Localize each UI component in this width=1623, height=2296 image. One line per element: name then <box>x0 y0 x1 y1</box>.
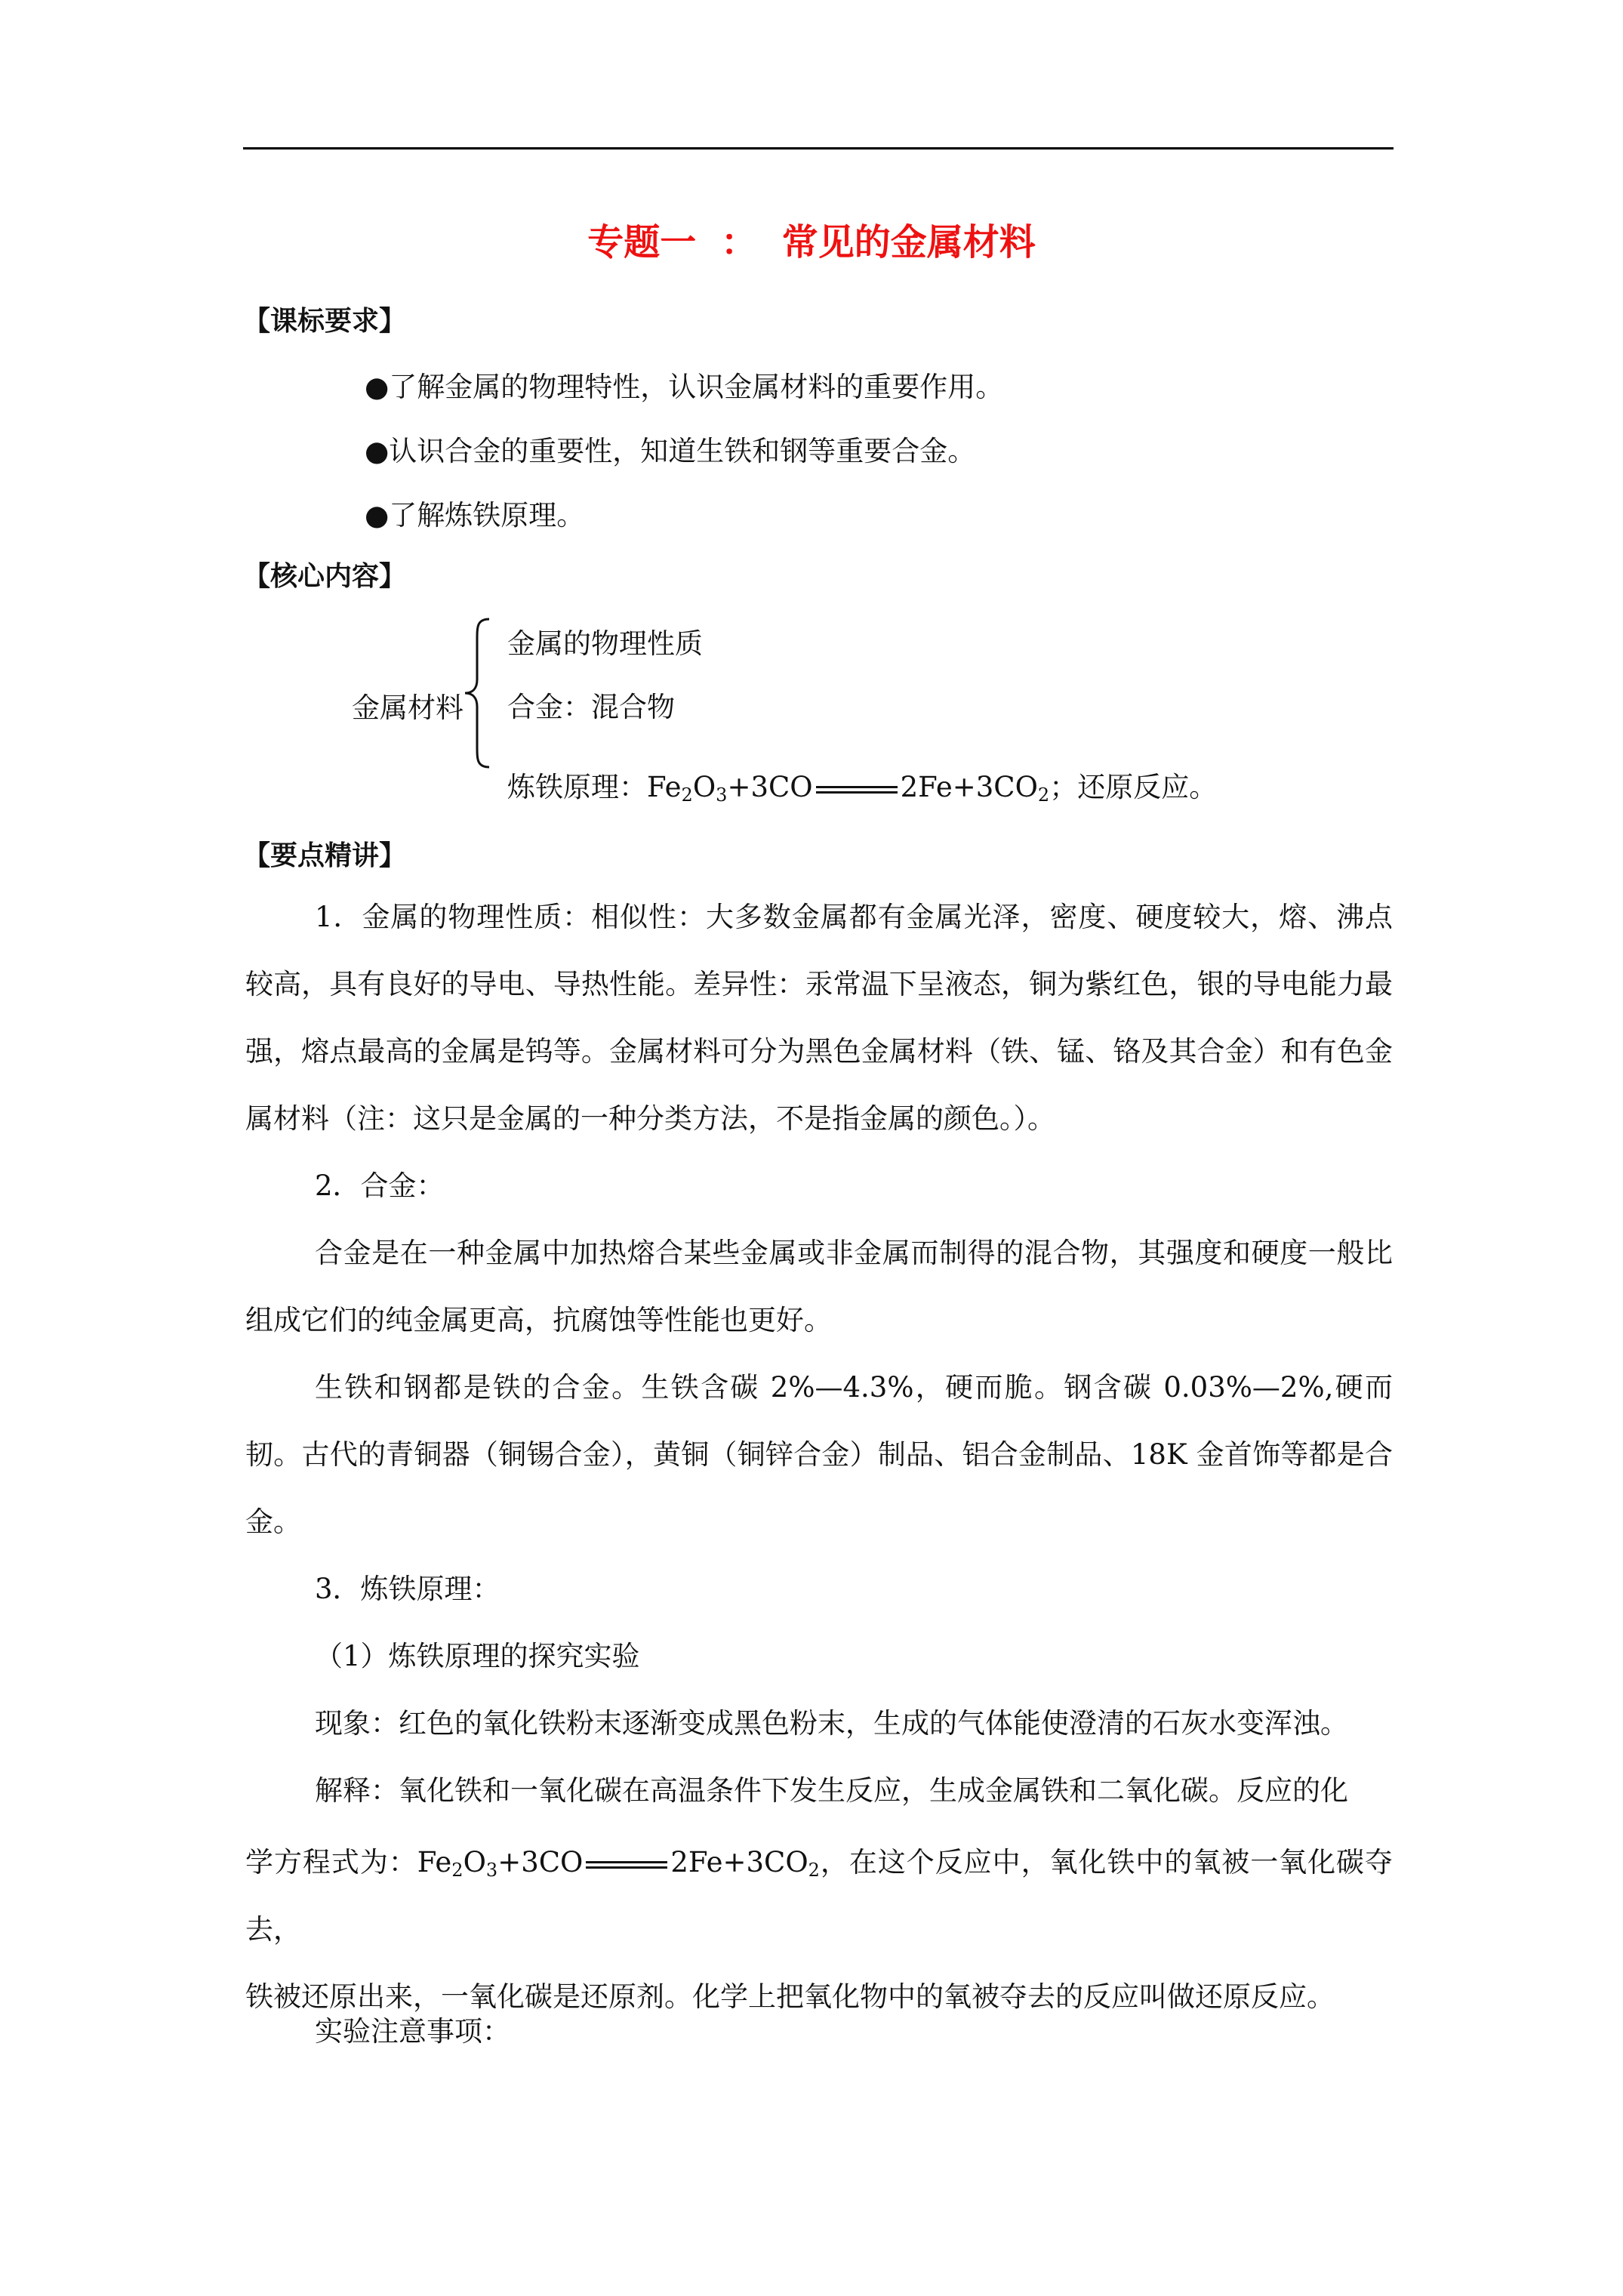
experiment-notes-label: 实验注意事项： <box>315 2015 510 2048</box>
standards-bullet: ●了解金属的物理特性，认识金属材料的重要作用。 <box>365 371 1004 403</box>
key-points-body <box>245 883 1393 2030</box>
standards-bullet: ●了解炼铁原理。 <box>365 499 585 532</box>
paragraph: 解释：氧化铁和一氧化碳在高温条件下发生反应，生成金属铁和二氧化碳。反应的化 <box>315 1774 1348 1807</box>
paragraph: 3．炼铁原理： <box>315 1573 500 1605</box>
paragraph: 2．合金： <box>315 1170 445 1202</box>
reaction-equals-sign <box>816 786 898 794</box>
top-rule <box>243 147 1394 149</box>
paragraph: 生铁和钢都是铁的合金。生铁含碳 2%—4.3%，硬而脆。钢含碳 0.03%—2%,硬而韧。古代的青铜器（铜锡合金），黄铜（铜锌合金）制品、铝合金制品、18K 金首饰等都是合金。 <box>245 1371 1393 1538</box>
concept-map-branch: 合金：混合物 <box>507 691 675 723</box>
curly-brace <box>462 618 492 769</box>
page-title: 专题一 ： 常见的金属材料 <box>587 221 1036 264</box>
concept-map-branch: 金属的物理性质 <box>507 627 703 660</box>
paragraph: （1）炼铁原理的探究实验 <box>315 1640 640 1672</box>
standards-heading: 【课标要求】 <box>243 306 407 337</box>
key-points-heading: 【要点精讲】 <box>243 840 407 871</box>
concept-map-branch-equation: 炼铁原理：$Fe_2O_3+3CO$ $2Fe+3CO_2$；还原反应。 <box>507 771 1218 806</box>
paragraph-equation: 学方程式为：$Fe_2O_3+3CO$ $2Fe+3CO_2$，在这个反应中，氧化铁中的氧被一氧化碳夺去， <box>245 1846 1394 1946</box>
standards-bullet: ●认识合金的重要性，知道生铁和钢等重要合金。 <box>365 435 976 467</box>
paragraph: 1．金属的物理性质：相似性：大多数金属都有金属光泽，密度、硬度较大，熔、沸点较高，具有良好的导电、导热性能。差异性：汞常温下呈液态，铜为紫红色，银的导电能力最强，熔点最高的金属是钨等。金属材料可分为黑色金属材料（铁、锰、铬及其合金）和有色金属材料（注：这只是金属的一种分类方法，不是指金属的颜色。）。 <box>245 901 1393 1135</box>
core-heading: 【核心内容】 <box>243 561 407 592</box>
concept-map-root: 金属材料 <box>352 692 463 724</box>
paragraph: 铁被还原出来，一氧化碳是还原剂。化学上把氧化物中的氧被夺去的反应叫做还原反应。 <box>245 1980 1335 2013</box>
paragraph: 合金是在一种金属中加热熔合某些金属或非金属而制得的混合物，其强度和硬度一般比组成它们的纯金属更高，抗腐蚀等性能也更好。 <box>245 1237 1393 1336</box>
reaction-equals-sign <box>586 1861 667 1869</box>
paragraph: 现象：红色的氧化铁粉末逐渐变成黑色粉末，生成的气体能使澄清的石灰水变浑浊。 <box>315 1707 1348 1740</box>
